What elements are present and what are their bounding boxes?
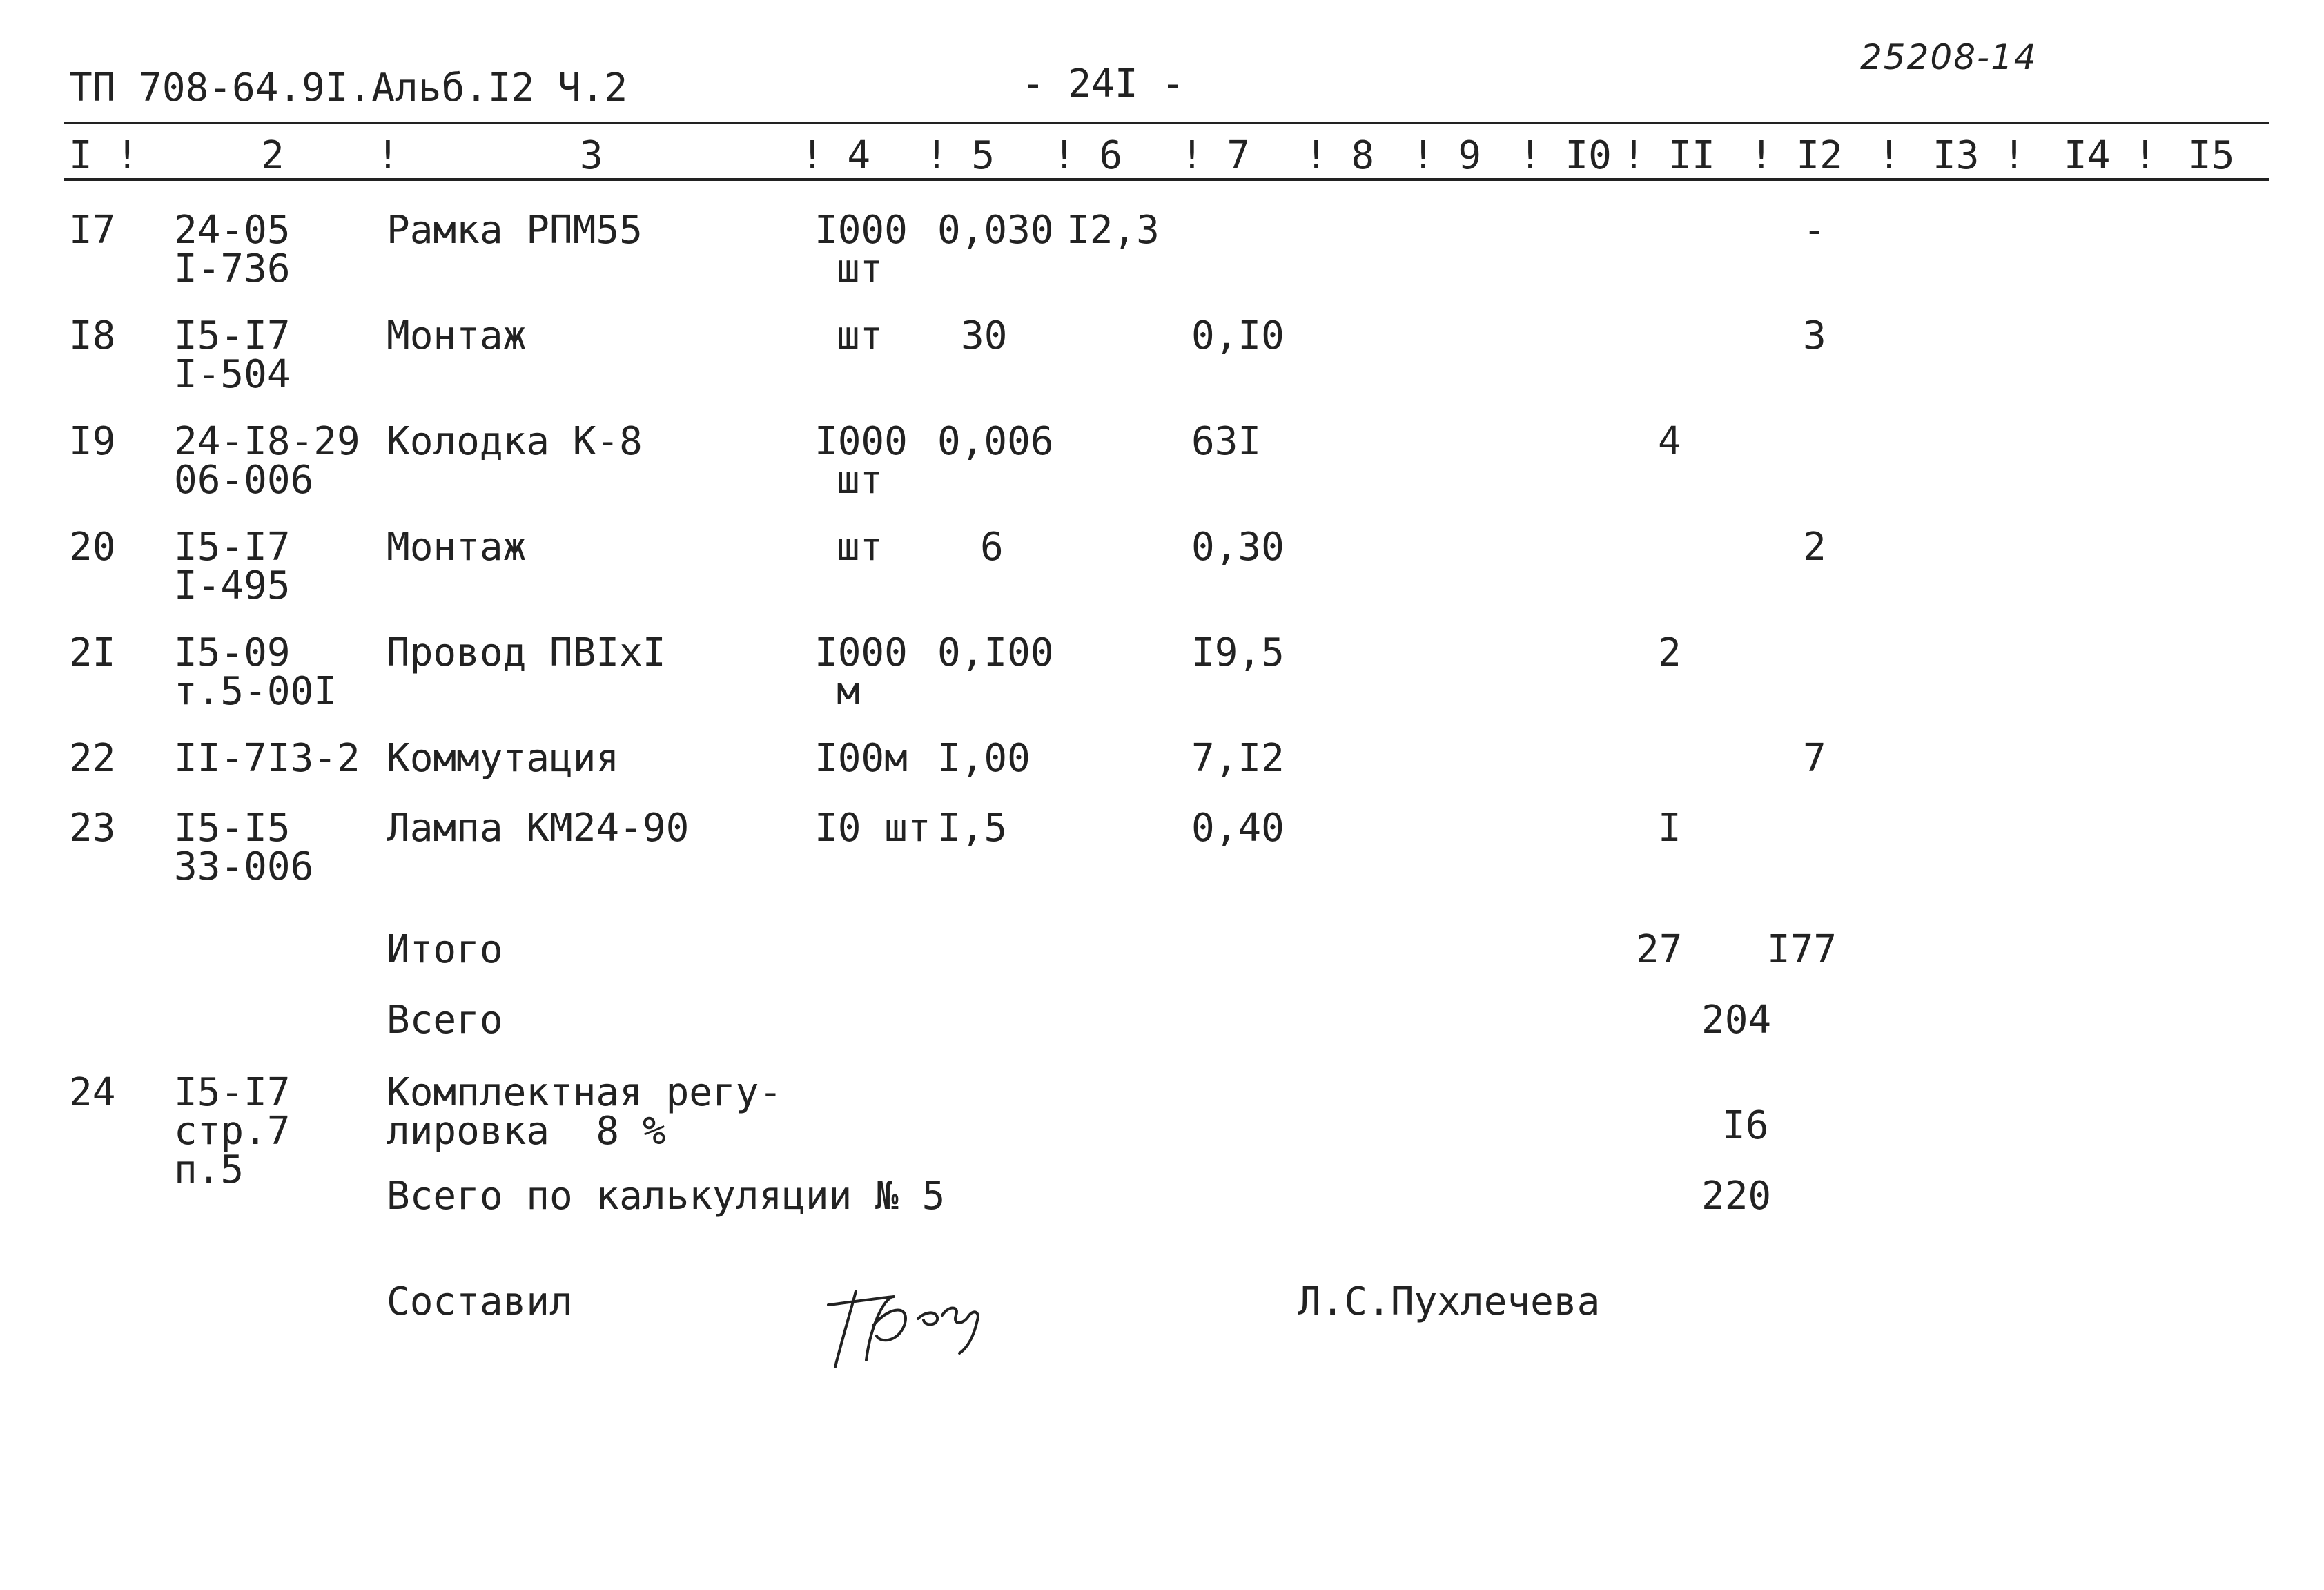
column-header: 2 <box>261 133 284 178</box>
handwritten-signature <box>814 1277 1022 1381</box>
quantity: 0,030 <box>937 208 1054 253</box>
column-header: ! 6 <box>1053 133 1123 178</box>
column-header: ! I0 <box>1519 133 1612 178</box>
row-number: 24 <box>69 1070 116 1115</box>
column-header: ! 7 <box>1180 133 1251 178</box>
header-bottom-rule <box>64 178 2269 181</box>
column-7-value: I9,5 <box>1191 630 1285 675</box>
norm-code: I5-I7 I-495 <box>174 525 291 608</box>
column-header: ! 5 <box>925 133 995 178</box>
unit: I000 шт <box>814 208 908 291</box>
norm-code: I5-09 т.5-00I <box>174 630 338 714</box>
item-name: Коммутация <box>387 736 620 781</box>
column-12-value: 7 <box>1803 736 1826 781</box>
unit: I000 м <box>814 630 908 714</box>
quantity: I,00 <box>937 736 1031 781</box>
column-12-value: 3 <box>1803 313 1826 358</box>
norm-code: 24-I8-29 06-006 <box>174 419 360 503</box>
subtotal-column-11: 27 <box>1636 927 1683 972</box>
quantity: 30 <box>961 313 1008 358</box>
row-number: I7 <box>69 208 116 253</box>
norm-code: II-7I3-2 <box>174 736 360 781</box>
quantity: I,5 <box>937 806 1008 851</box>
item-name: Комплектная регу- лировка 8 % <box>387 1070 783 1154</box>
column-header: ! <box>376 133 400 178</box>
compiled-by-label: Составил <box>387 1279 573 1324</box>
column-header: I ! <box>69 133 139 178</box>
column-header: ! <box>1877 133 1901 178</box>
column-header: ! 8 <box>1305 133 1375 178</box>
total-label: Всего <box>387 998 503 1043</box>
quantity: 6 <box>980 525 1004 570</box>
column-header: I5 <box>2188 133 2235 178</box>
page-number: - 24I - <box>1022 61 1185 106</box>
column-11-value: I <box>1658 806 1681 851</box>
norm-code: I5-I5 33-006 <box>174 806 314 889</box>
column-7-value: 0,I0 <box>1191 313 1285 358</box>
norm-code: I5-I7 стр.7 п.5 <box>174 1070 291 1192</box>
total-value: 204 <box>1701 998 1772 1043</box>
item-name: Монтаж <box>387 525 527 570</box>
column-header: I3 ! <box>1933 133 2026 178</box>
unit: шт <box>837 525 883 570</box>
row-number: 22 <box>69 736 116 781</box>
norm-code: 24-05 I-736 <box>174 208 291 291</box>
column-11-value: 4 <box>1658 419 1681 464</box>
compiler-name: Л.С.Пухлечева <box>1298 1279 1601 1324</box>
column-header: ! I2 <box>1750 133 1843 178</box>
stamp-number: 25208-14 <box>1860 37 2038 77</box>
item-name: Лампа КМ24-90 <box>387 806 690 851</box>
column-header: ! 4 <box>801 133 871 178</box>
column-header: ! 9 <box>1412 133 1482 178</box>
column-6-value: I2,3 <box>1066 208 1160 253</box>
column-7-value: 0,40 <box>1191 806 1285 851</box>
unit: I00м <box>814 736 908 781</box>
row-number: I9 <box>69 419 116 464</box>
column-12-value: - <box>1803 208 1826 253</box>
row-number: 2I <box>69 630 116 675</box>
adjustment-value: I6 <box>1722 1103 1769 1148</box>
column-7-value: 63I <box>1191 419 1262 464</box>
document-reference: ТП 708-64.9I.Альб.I2 Ч.2 <box>69 66 628 110</box>
item-name: Колодка К-8 <box>387 419 643 464</box>
column-12-value: 2 <box>1803 525 1826 570</box>
column-7-value: 7,I2 <box>1191 736 1285 781</box>
item-name: Провод ПВIxI <box>387 630 666 675</box>
header-top-rule <box>64 122 2269 124</box>
row-number: 23 <box>69 806 116 851</box>
unit: I000 шт <box>814 419 908 503</box>
column-header: I4 ! <box>2064 133 2157 178</box>
unit: шт <box>837 313 883 358</box>
norm-code: I5-I7 I-504 <box>174 313 291 397</box>
column-header: ! II <box>1622 133 1715 178</box>
column-header: 3 <box>580 133 603 178</box>
quantity: 0,I00 <box>937 630 1054 675</box>
unit: I0 шт <box>814 806 931 851</box>
grand-total-label: Всего по калькуляции № 5 <box>387 1174 946 1219</box>
row-number: 20 <box>69 525 116 570</box>
subtotal-label: Итого <box>387 927 503 972</box>
subtotal-column-12: I77 <box>1767 927 1837 972</box>
column-11-value: 2 <box>1658 630 1681 675</box>
item-name: Монтаж <box>387 313 527 358</box>
item-name: Рамка РПМ55 <box>387 208 643 253</box>
grand-total-value: 220 <box>1701 1174 1772 1219</box>
row-number: I8 <box>69 313 116 358</box>
column-7-value: 0,30 <box>1191 525 1285 570</box>
quantity: 0,006 <box>937 419 1054 464</box>
